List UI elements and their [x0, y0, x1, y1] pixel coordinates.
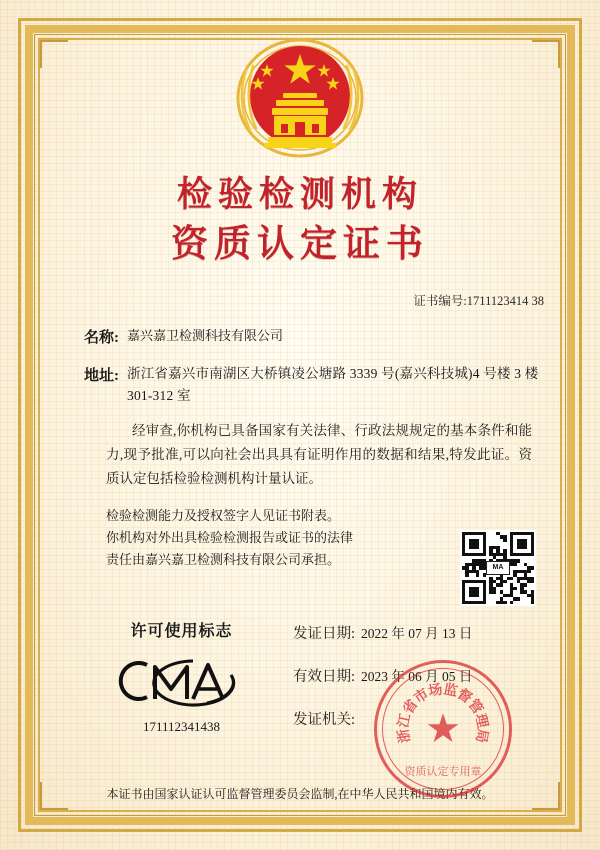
footer-note: 本证书由国家认证认可监督管理委员会监制,在中华人民共和国境内有效。	[106, 787, 494, 801]
field-address-value: 浙江省嘉兴市南湖区大桥镇凌公塘路 3339 号(嘉兴科技城)4 号楼 3 楼 301-312 室	[127, 366, 539, 403]
seal-arc-char: 管	[464, 697, 485, 718]
seal-arc-char: 督	[454, 686, 475, 707]
seal-arc-char: 场	[427, 682, 444, 700]
permitted-mark-title: 许可使用标志	[130, 623, 233, 640]
valid-date-label: 有效日期:	[293, 669, 356, 685]
body-paragraph-2-line-2: 你机构对外出具检验检测报告或证书的法律	[106, 530, 354, 545]
bottom-section	[46, 618, 554, 735]
permitted-mark-block	[84, 618, 279, 735]
certificate-title-line-1: 检验检测机构	[176, 175, 423, 214]
body-paragraph-1: 经审查,你机构已具备国家有关法律、行政法规规定的基本条件和能力,现予批准,可以向社会出具具有证明作用的数据和结果,特发此证。资质认定包括检验检测机构计量认证。	[106, 423, 532, 486]
seal-arc-char: 理	[471, 712, 490, 730]
issuer-label: 发证机关:	[293, 712, 356, 728]
certificate-title-line-2: 资质认定证书	[171, 224, 429, 265]
seal-bottom-text: 资质认定专用章	[404, 766, 482, 778]
issue-date-label: 发证日期:	[293, 626, 356, 642]
issue-date-row	[293, 622, 540, 643]
qr-code-center-label: MA	[486, 561, 510, 575]
field-name	[46, 325, 554, 347]
seal-arc-char: 监	[442, 682, 459, 700]
national-emblem-icon	[220, 30, 380, 165]
valid-date-value: 2023 年 06 月 05 日	[361, 669, 473, 684]
cma-logo-icon	[84, 655, 279, 707]
seal-arc-char: 市	[411, 686, 432, 707]
certificate-content	[46, 30, 554, 806]
permitted-mark-code: 171112341438	[142, 719, 221, 734]
seal-arc-char: 省	[401, 697, 422, 718]
field-name-value: 嘉兴嘉卫检测科技有限公司	[127, 328, 284, 343]
title-block	[46, 173, 554, 269]
issuer-row	[293, 708, 540, 729]
body-paragraph-2-line-1: 检验检测能力及授权签字人见证书附表。	[106, 508, 341, 523]
seal-arc-char: 局	[472, 727, 490, 744]
dates-block	[279, 618, 540, 735]
certificate-number: 证书编号:1711123414 38	[413, 294, 544, 308]
field-address-label: 地址:	[84, 368, 119, 384]
field-name-label: 名称:	[84, 330, 119, 346]
issue-date-value: 2022 年 07 月 13 日	[361, 626, 473, 641]
valid-date-row	[293, 665, 540, 686]
body-paragraph-2-line-3: 责任由嘉兴嘉卫检测科技有限公司承担。	[106, 552, 341, 567]
qr-code[interactable]	[460, 530, 536, 606]
seal-arc-char: 江	[396, 712, 415, 730]
seal-star-icon: ★	[425, 707, 461, 751]
field-address	[46, 363, 554, 407]
seal-arc-char: 浙	[396, 727, 414, 744]
